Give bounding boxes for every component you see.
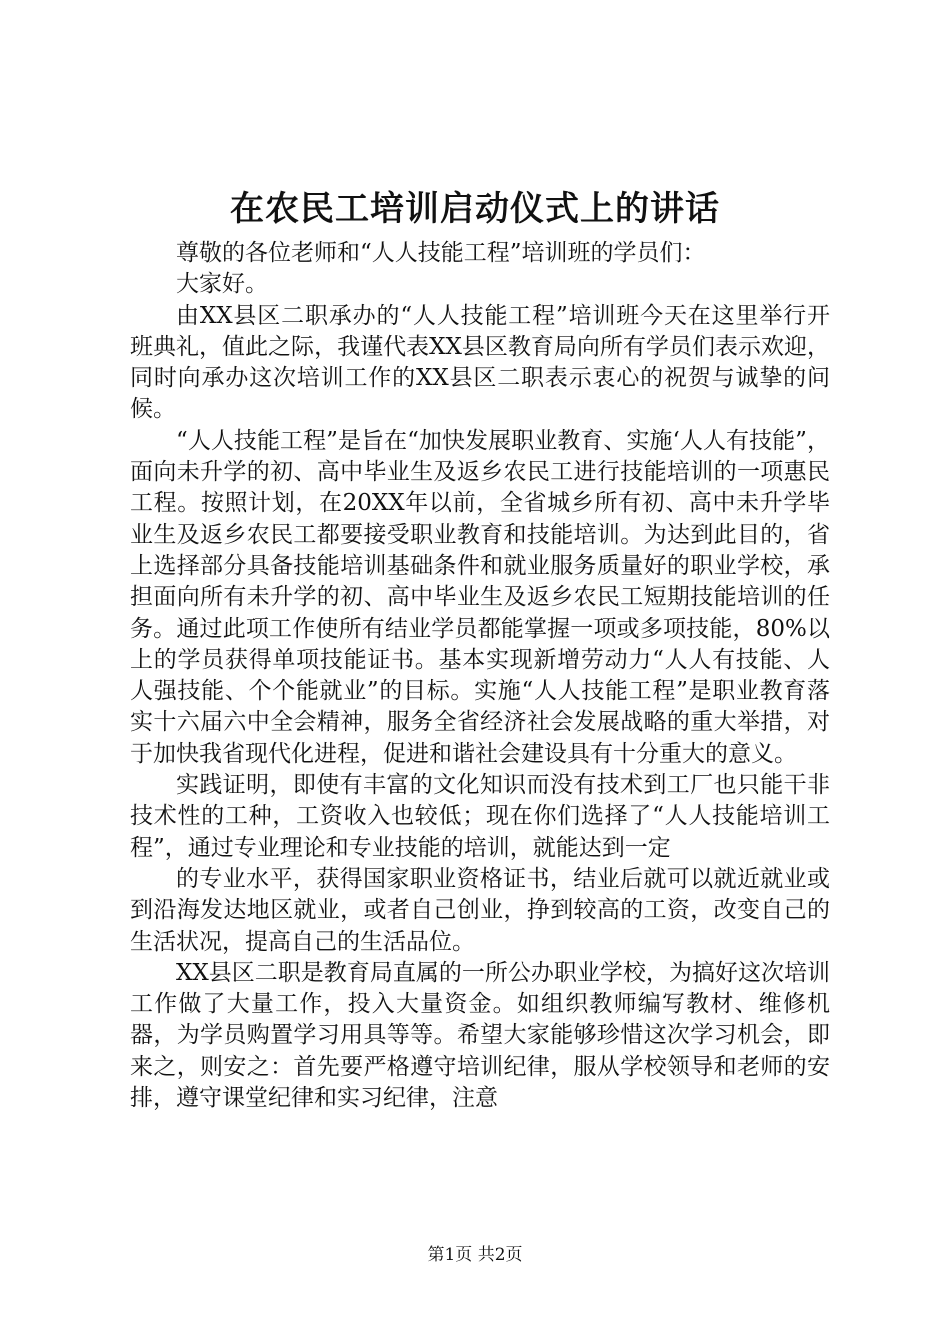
- body-paragraph: 由XX县区二职承办的“人人技能工程”培训班今天在这里举行开班典礼，值此之际，我谨代表XX县区教育局向所有学员们表示欢迎，同时向承办这次培训工作的XX县区二职表示衷心的祝贺与诚挚的问候。: [130, 302, 830, 423]
- document-title: 在农民工培训启动仪式上的讲话: [230, 189, 720, 229]
- document-body: [130, 238, 830, 1114]
- body-paragraph: 的专业水平，获得国家职业资格证书，结业后就可以就近就业或到沿海发达地区就业，或者自己创业，挣到较高的工资，改变自己的生活状况，提高自己的生活品位。: [130, 865, 830, 955]
- body-paragraph: XX县区二职是教育局直属的一所公办职业学校，为搞好这次培训工作做了大量工作，投入大量资金。如组织教师编写教材、维修机器，为学员购置学习用具等等。希望大家能够珍惜这次学习机会，即来之，则安之：首先要严格遵守培训纪律，服从学校领导和老师的安排，遵守课堂纪律和实习纪律，注意: [130, 959, 830, 1112]
- greeting-paragraph: 大家好。: [176, 271, 268, 298]
- salutation-paragraph: 尊敬的各位老师和“人人技能工程”培训班的学员们：: [176, 240, 706, 266]
- body-paragraph: 实践证明，即使有丰富的文化知识而没有技术到工厂也只能干非技术性的工种，工资收入也较低；现在你们选择了“人人技能培训工程”，通过专业理论和专业技能的培训，就能达到一定: [130, 772, 830, 861]
- page-number-footer: 第1页 共2页: [427, 1245, 523, 1265]
- body-paragraph: “人人技能工程”是旨在“加快发展职业教育、实施‘人人有技能”，面向未升学的初、高中毕业生及返乡农民工进行技能培训的一项惠民工程。按照计划，在20XX年以前，全省城乡所有初、高中未升学毕业生及返乡农民工都要接受职业教育和技能培训。为达到此目的，省上选择部分具备技能培训基础条件和就业服务质量好的职业学校，承担面向所有未升学的初、高中毕业生及返乡农民工短期技能培训的任务。通过此项工作使所有结业学员都能掌握一项或多项技能，80%以上的学员获得单项技能证书。基本实现新增劳动力“人人有技能、人人强技能、个个能就业”的目标。实施“人人技能工程”是职业教育落实十六届六中全会精神，服务全省经济社会发展战略的重大举措，对于加快我省现代化进程，促进和谐社会建设具有十分重大的意义。: [130, 427, 830, 767]
